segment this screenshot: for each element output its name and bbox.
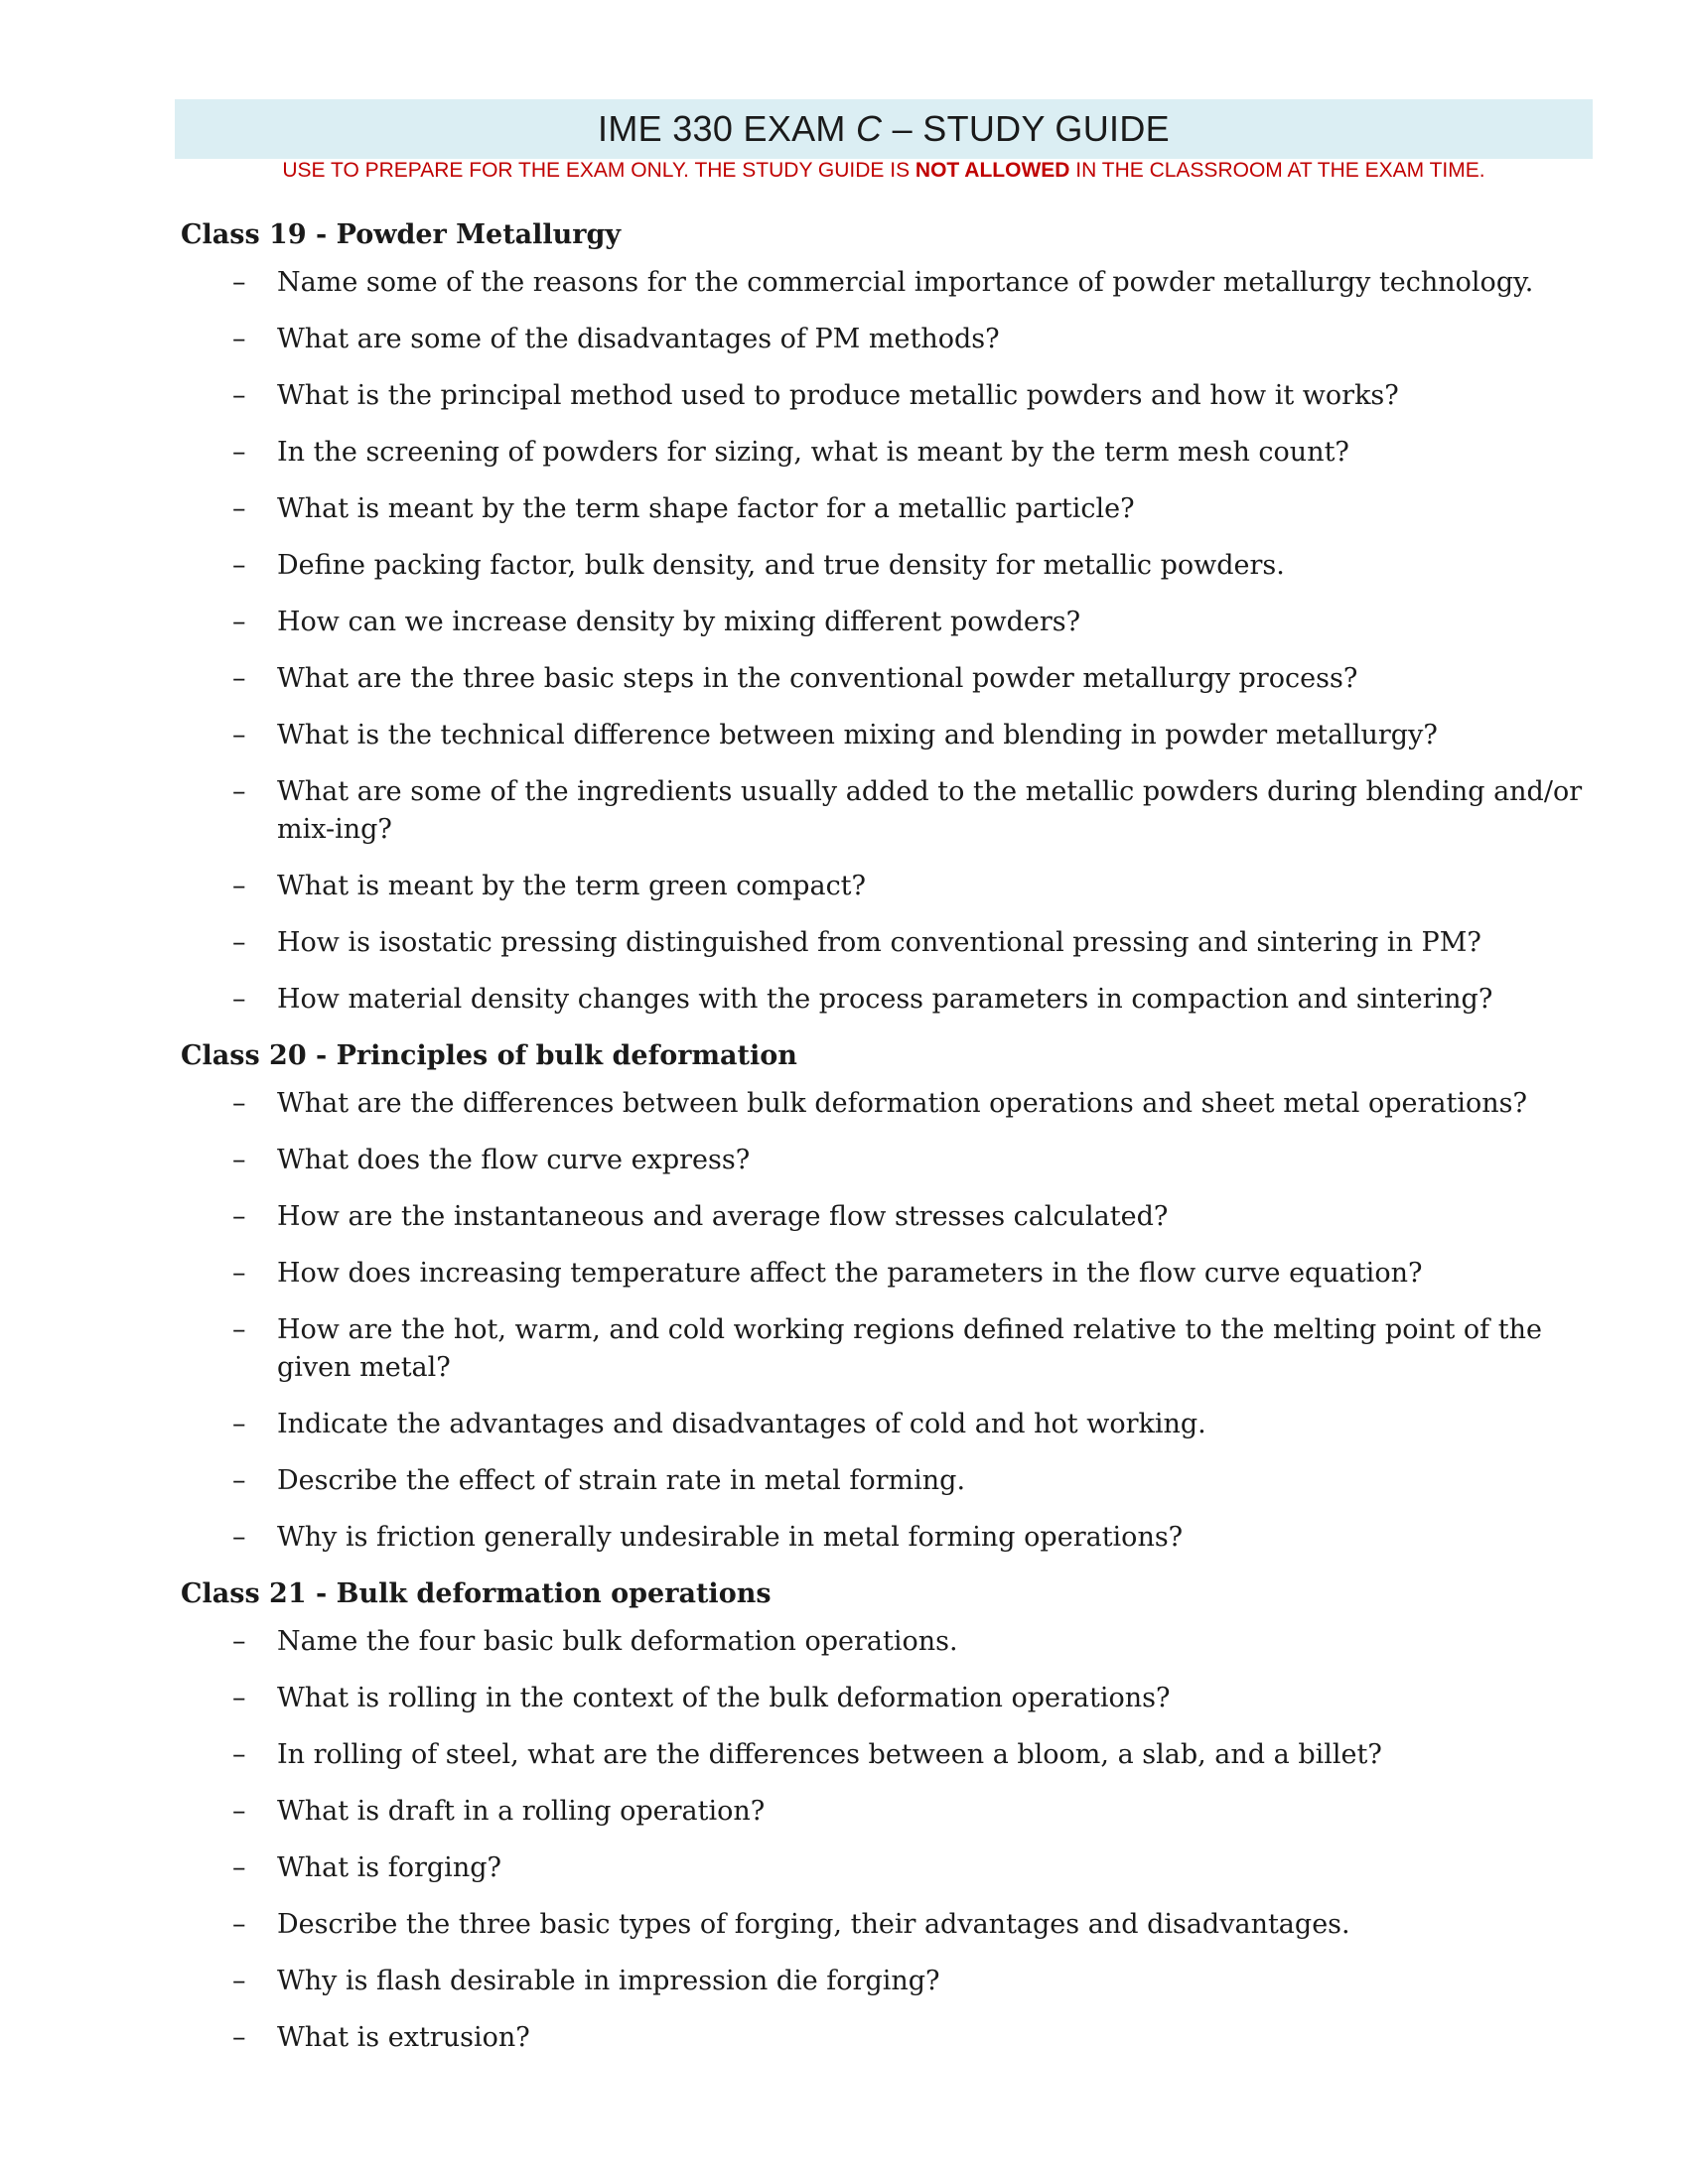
question-text: What is the principal method used to produce metallic powders and how it works? (277, 380, 1399, 411)
question-text: What does the flow curve express? (277, 1145, 751, 1175)
question-text: What is meant by the term shape factor for a metallic particle? (277, 493, 1135, 524)
bullet-dash: – (232, 1465, 246, 1496)
bullet-dash: – (232, 1626, 246, 1657)
question-item (181, 1142, 1601, 1179)
question-item (181, 377, 1601, 415)
question-item (181, 1462, 1601, 1500)
question-item (181, 1085, 1601, 1123)
bullet-dash: – (232, 1088, 246, 1119)
question-item (181, 660, 1601, 698)
bullet-dash: – (232, 380, 246, 411)
question-item (181, 2019, 1601, 2057)
question-item (181, 773, 1601, 849)
question-item (181, 868, 1601, 905)
bullet-dash: – (232, 984, 246, 1015)
question-item (181, 1311, 1601, 1387)
title-suffix: – STUDY GUIDE (882, 108, 1170, 149)
bullet-dash: – (232, 550, 246, 581)
bullet-dash: – (232, 927, 246, 958)
question-item (181, 264, 1601, 302)
question-list (181, 264, 1601, 1019)
bullet-dash: – (232, 1852, 246, 1883)
section-class-20 (181, 1037, 1601, 1557)
question-text: In rolling of steel, what are the differences between a bloom, a slab, and a billet? (277, 1739, 1382, 1770)
question-item (181, 547, 1601, 585)
question-text: Indicate the advantages and disadvantages of cold and hot working. (277, 1409, 1206, 1439)
question-text: How are the instantaneous and average flow stresses calculated? (277, 1201, 1169, 1232)
section-heading: Class 20 - Principles of bulk deformation (181, 1040, 797, 1071)
bullet-dash: – (232, 1796, 246, 1827)
question-text: In the screening of powders for sizing, what is meant by the term mesh count? (277, 437, 1349, 468)
question-text: What is the technical difference between mixing and blending in powder metallurgy? (277, 720, 1438, 751)
section-class-21 (181, 1575, 1601, 2057)
bullet-dash: – (232, 607, 246, 637)
question-text: What are some of the ingredients usually added to the metallic powders during blending and/or mix-ing? (277, 776, 1583, 845)
question-text: How does increasing temperature affect the parameters in the flow curve equation? (277, 1258, 1423, 1289)
bullet-dash: – (232, 1909, 246, 1940)
question-item (181, 1963, 1601, 2000)
section-class-19 (181, 216, 1601, 1019)
question-text: Why is flash desirable in impression die forging? (277, 1966, 940, 1996)
section-heading: Class 21 - Bulk deformation operations (181, 1578, 772, 1609)
bullet-dash: – (232, 1522, 246, 1553)
question-item (181, 981, 1601, 1019)
question-item (181, 1406, 1601, 1443)
bullet-dash: – (232, 663, 246, 694)
title-exam-letter: C (856, 108, 883, 149)
question-item (181, 434, 1601, 472)
study-guide-content (181, 216, 1601, 2076)
question-item (181, 604, 1601, 641)
question-item (181, 1623, 1601, 1661)
title-prefix: IME 330 EXAM (598, 108, 857, 149)
usage-warning (175, 159, 1593, 183)
page-title (598, 108, 1170, 150)
bullet-dash: – (232, 776, 246, 807)
question-text: Define packing factor, bulk density, and true density for metallic powders. (277, 550, 1285, 581)
bullet-dash: – (232, 437, 246, 468)
question-text: How is isostatic pressing distinguished from conventional pressing and sintering in PM? (277, 927, 1481, 958)
bullet-dash: – (232, 1258, 246, 1289)
question-text: Name the four basic bulk deformation operations. (277, 1626, 958, 1657)
question-text: How are the hot, warm, and cold working regions defined relative to the melting point of the given metal? (277, 1314, 1542, 1383)
bullet-dash: – (232, 493, 246, 524)
bullet-dash: – (232, 1314, 246, 1345)
question-text: What is forging? (277, 1852, 501, 1883)
question-item (181, 1849, 1601, 1887)
bullet-dash: – (232, 324, 246, 354)
bullet-dash: – (232, 871, 246, 901)
question-text: What is draft in a rolling operation? (277, 1796, 766, 1827)
question-text: What is extrusion? (277, 2022, 530, 2053)
question-text: What is rolling in the context of the bulk deformation operations? (277, 1683, 1171, 1713)
question-item (181, 924, 1601, 962)
question-item (181, 490, 1601, 528)
title-banner (175, 99, 1593, 159)
warning-text-end: IN THE CLASSROOM AT THE EXAM TIME. (1069, 159, 1485, 182)
bullet-dash: – (232, 267, 246, 298)
question-list (181, 1085, 1601, 1557)
warning-text-emphasis: NOT ALLOWED (914, 159, 1070, 182)
question-text: How can we increase density by mixing different powders? (277, 607, 1081, 637)
question-item (181, 1255, 1601, 1293)
question-text: How material density changes with the process parameters in compaction and sintering? (277, 984, 1493, 1015)
bullet-dash: – (232, 1145, 246, 1175)
question-text: Describe the effect of strain rate in metal forming. (277, 1465, 966, 1496)
warning-text-start: USE TO PREPARE FOR THE EXAM ONLY. THE STUDY GUIDE IS (282, 159, 915, 182)
question-text: Why is friction generally undesirable in metal forming operations? (277, 1522, 1184, 1553)
section-heading: Class 19 - Powder Metallurgy (181, 219, 622, 250)
question-item (181, 321, 1601, 358)
question-item (181, 1680, 1601, 1717)
question-item (181, 1906, 1601, 1944)
question-item (181, 1198, 1601, 1236)
bullet-dash: – (232, 1201, 246, 1232)
bullet-dash: – (232, 1966, 246, 1996)
question-item (181, 717, 1601, 754)
bullet-dash: – (232, 2022, 246, 2053)
question-text: Name some of the reasons for the commercial importance of powder metallurgy technology. (277, 267, 1534, 298)
question-item (181, 1736, 1601, 1774)
question-text: What are the differences between bulk deformation operations and sheet metal operations? (277, 1088, 1527, 1119)
question-text: What are the three basic steps in the conventional powder metallurgy process? (277, 663, 1358, 694)
question-item (181, 1519, 1601, 1557)
question-text: What is meant by the term green compact? (277, 871, 867, 901)
question-text: Describe the three basic types of forging, their advantages and disadvantages. (277, 1909, 1350, 1940)
bullet-dash: – (232, 720, 246, 751)
question-text: What are some of the disadvantages of PM methods? (277, 324, 1000, 354)
question-list (181, 1623, 1601, 2057)
question-item (181, 1793, 1601, 1831)
bullet-dash: – (232, 1739, 246, 1770)
bullet-dash: – (232, 1409, 246, 1439)
bullet-dash: – (232, 1683, 246, 1713)
